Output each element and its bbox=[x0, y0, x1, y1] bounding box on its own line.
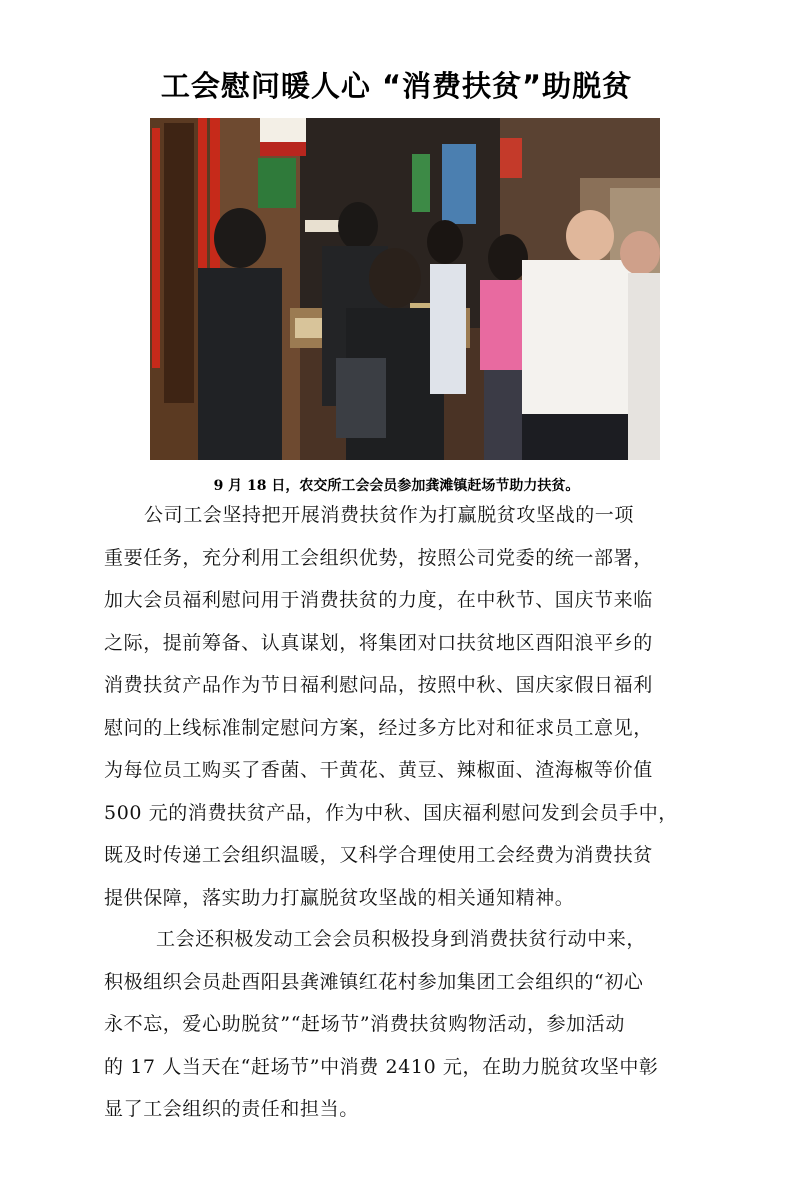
paragraph-1 bbox=[104, 494, 694, 919]
article-title: 工会慰问暖人心 “消费扶贫”助脱贫 bbox=[160, 69, 633, 103]
paragraph-1-line: 慰问的上线标准制定慰问方案，经过多方比对和征求员工意见， bbox=[104, 716, 653, 739]
paragraph-1-line: 加大会员福利慰问用于消费扶贫的力度，在中秋节、国庆节来临 bbox=[104, 589, 653, 611]
paragraph-2 bbox=[104, 918, 694, 1131]
paragraph-1-line: 为每位员工购买了香菌、干黄花、黄豆、辣椒面、渣海椒等价值 bbox=[104, 759, 653, 781]
photo-caption: 9 月 18 日，农交所工会会员参加龚滩镇赶场节助力扶贫。 bbox=[213, 478, 580, 494]
paragraph-1-line: 公司工会坚持把开展消费扶贫作为打赢脱贫攻坚战的一项 bbox=[144, 504, 635, 526]
paragraph-2-line: 的 17 人当天在“赶场节”中消费 2410 元，在助力脱贫攻坚中彰 bbox=[104, 1055, 659, 1078]
paragraph-1-line: 重要任务，充分利用工会组织优势，按照公司党委的统一部署， bbox=[104, 546, 653, 569]
paragraph-1-line: 提供保障，落实助力打赢脱贫攻坚战的相关通知精神。 bbox=[104, 886, 575, 909]
paragraph-2-line: 积极组织会员赴酉阳县龚滩镇红花村参加集团工会组织的“初心 bbox=[104, 970, 644, 993]
paragraph-1-line: 消费扶贫产品作为节日福利慰问品，按照中秋、国庆家假日福利 bbox=[104, 674, 653, 696]
event-photo bbox=[150, 118, 660, 460]
paragraph-1-line: 既及时传递工会组织温暖，又科学合理使用工会经费为消费扶贫 bbox=[104, 844, 653, 866]
paragraph-1-line: 500 元的消费扶贫产品，作为中秋、国庆福利慰问发到会员手中， bbox=[104, 801, 678, 824]
paragraph-1-line: 之际，提前筹备、认真谋划，将集团对口扶贫地区酉阳浪平乡的 bbox=[104, 631, 653, 654]
paragraph-2-line: 显了工会组织的责任和担当。 bbox=[104, 1098, 359, 1120]
paragraph-2-line: 工会还积极发动工会会员积极投身到消费扶贫行动中来， bbox=[156, 928, 647, 950]
paragraph-2-line: 永不忘，爱心助脱贫”“赶场节”消费扶贫购物活动，参加活动 bbox=[104, 1013, 625, 1035]
